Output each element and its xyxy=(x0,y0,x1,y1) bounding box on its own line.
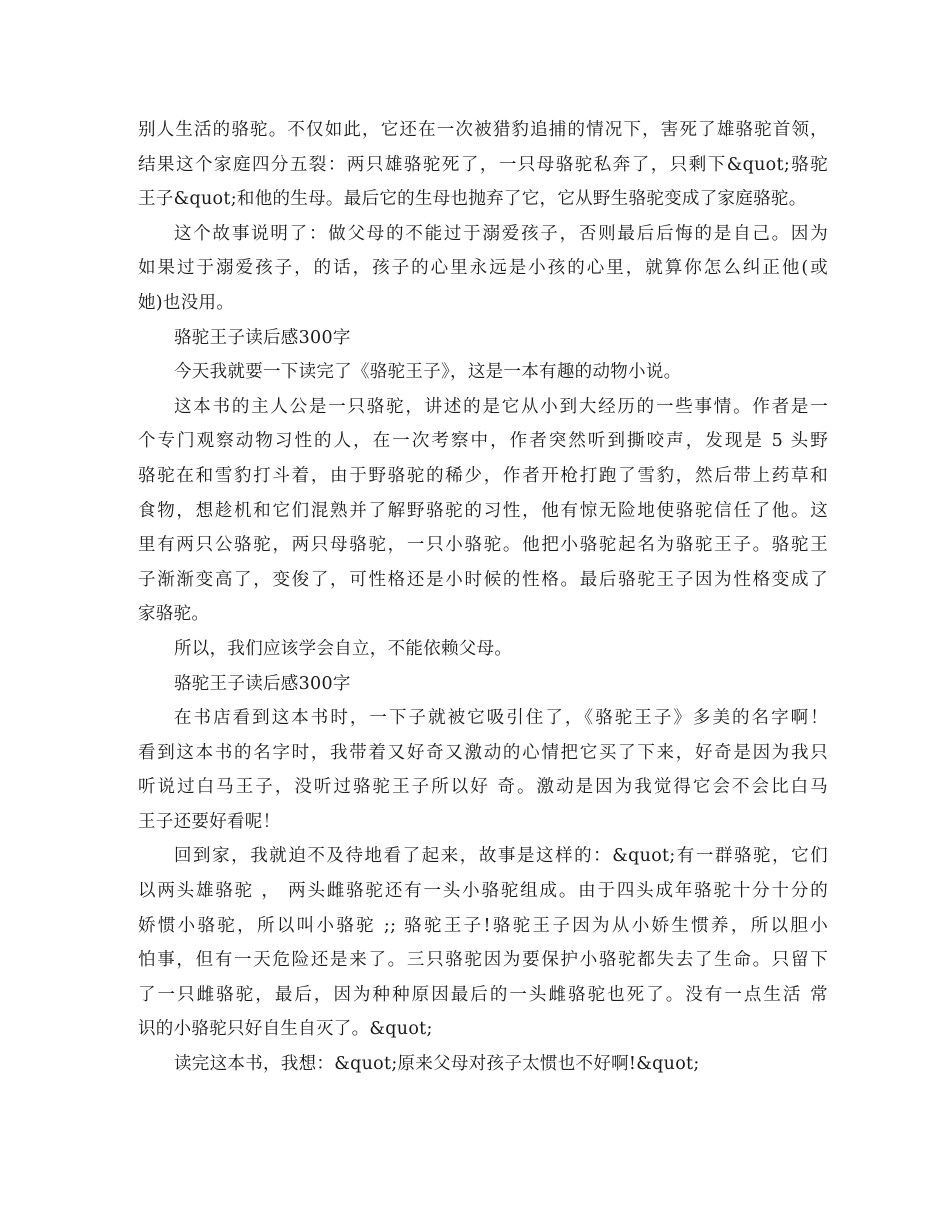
text-line: 别人生活的骆驼。不仅如此，它还在一次被猎豹追捕的情况下，害死了雄骆驼首领， xyxy=(138,120,828,140)
text-line: 个专门观察动物习性的人，在一次考察中，作者突然听到撕咬声，发现是 5 头野 xyxy=(138,431,828,452)
text-line: 结果这个家庭四分五裂：两只雄骆驼死了，一只母骆驼私奔了，只剩下&quot;骆驼 xyxy=(138,154,828,175)
text-line: 她)也没用。 xyxy=(138,292,235,313)
text-line: 以两头雄骆驼 ， 两头雌骆驼还有一头小骆驼组成。由于四头成年骆驼十分十分的 xyxy=(138,881,828,902)
text-line: 所以，我们应该学会自立，不能依赖父母。 xyxy=(174,638,513,659)
text-line: 这本书的主人公是一只骆驼，讲述的是它从小到大经历的一些事情。作者是一 xyxy=(174,396,828,417)
text-line: 里有两只公骆驼，两只母骆驼，一只小骆驼。他把小骆驼起名为骆驼王子。骆驼王 xyxy=(138,535,828,556)
text-line: 这个故事说明了：做父母的不能过于溺爱孩子，否则最后后悔的是自己。因为 xyxy=(174,223,828,244)
text-line: 如果过于溺爱孩子，的话，孩子的心里永远是小孩的心里，就算你怎么纠正他(或 xyxy=(138,258,828,279)
text-line: 看到这本书的名字时，我带着又好奇又激动的心情把它买了下来，好奇是因为我只 xyxy=(138,742,828,763)
text-line: 骆驼王子读后感300字 xyxy=(174,327,351,348)
text-line: 家骆驼。 xyxy=(138,604,210,625)
text-line: 食物，想趁机和它们混熟并了解野骆驼的习性，他有惊无险地使骆驼信任了他。这 xyxy=(138,500,828,521)
document-body xyxy=(138,113,828,1082)
text-line: 回到家，我就迫不及待地看了起来，故事是这样的：&quot;有一群骆驼，它们 xyxy=(174,846,828,867)
text-line: 读完这本书，我想：&quot;原来父母对孩子太惯也不好啊!&quot; xyxy=(174,1054,700,1075)
text-line: 今天我就要一下读完了《骆驼王子》，这是一本有趣的动物小说。 xyxy=(174,362,682,383)
text-line: 王子还要好看呢！ xyxy=(138,811,281,832)
text-line: 听说过白马王子，没听过骆驼王子所以好 奇。激动是因为我觉得它会不会比白马 xyxy=(138,777,828,798)
text-line: 王子&quot;和他的生母。最后它的生母也抛弃了它，它从野生骆驼变成了家庭骆驼。 xyxy=(138,189,807,210)
text-line: 骆驼王子读后感300字 xyxy=(174,673,351,694)
text-line: 在书店看到这本书时，一下子就被它吸引住了，《骆驼王子》多美的名字啊！ xyxy=(174,708,828,729)
text-line: 识的小骆驼只好自生自灭了。&quot; xyxy=(138,1019,433,1040)
text-line: 骆驼在和雪豹打斗着，由于野骆驼的稀少，作者开枪打跑了雪豹，然后带上药草和 xyxy=(138,465,828,486)
text-line: 娇惯小骆驼，所以叫小骆驼 ;; 骆驼王子!骆驼王子因为从小娇生惯养，所以胆小 xyxy=(138,915,828,936)
text-line: 了一只雌骆驼，最后，因为种种原因最后的一头雌骆驼也死了。没有一点生活 常 xyxy=(138,984,828,1005)
text-line: 子渐渐变高了，变俊了，可性格还是小时候的性格。最后骆驼王子因为性格变成了 xyxy=(138,569,828,590)
text-line: 怕事，但有一天危险还是来了。三只骆驼因为要保护小骆驼都失去了生命。只留下 xyxy=(138,950,828,971)
